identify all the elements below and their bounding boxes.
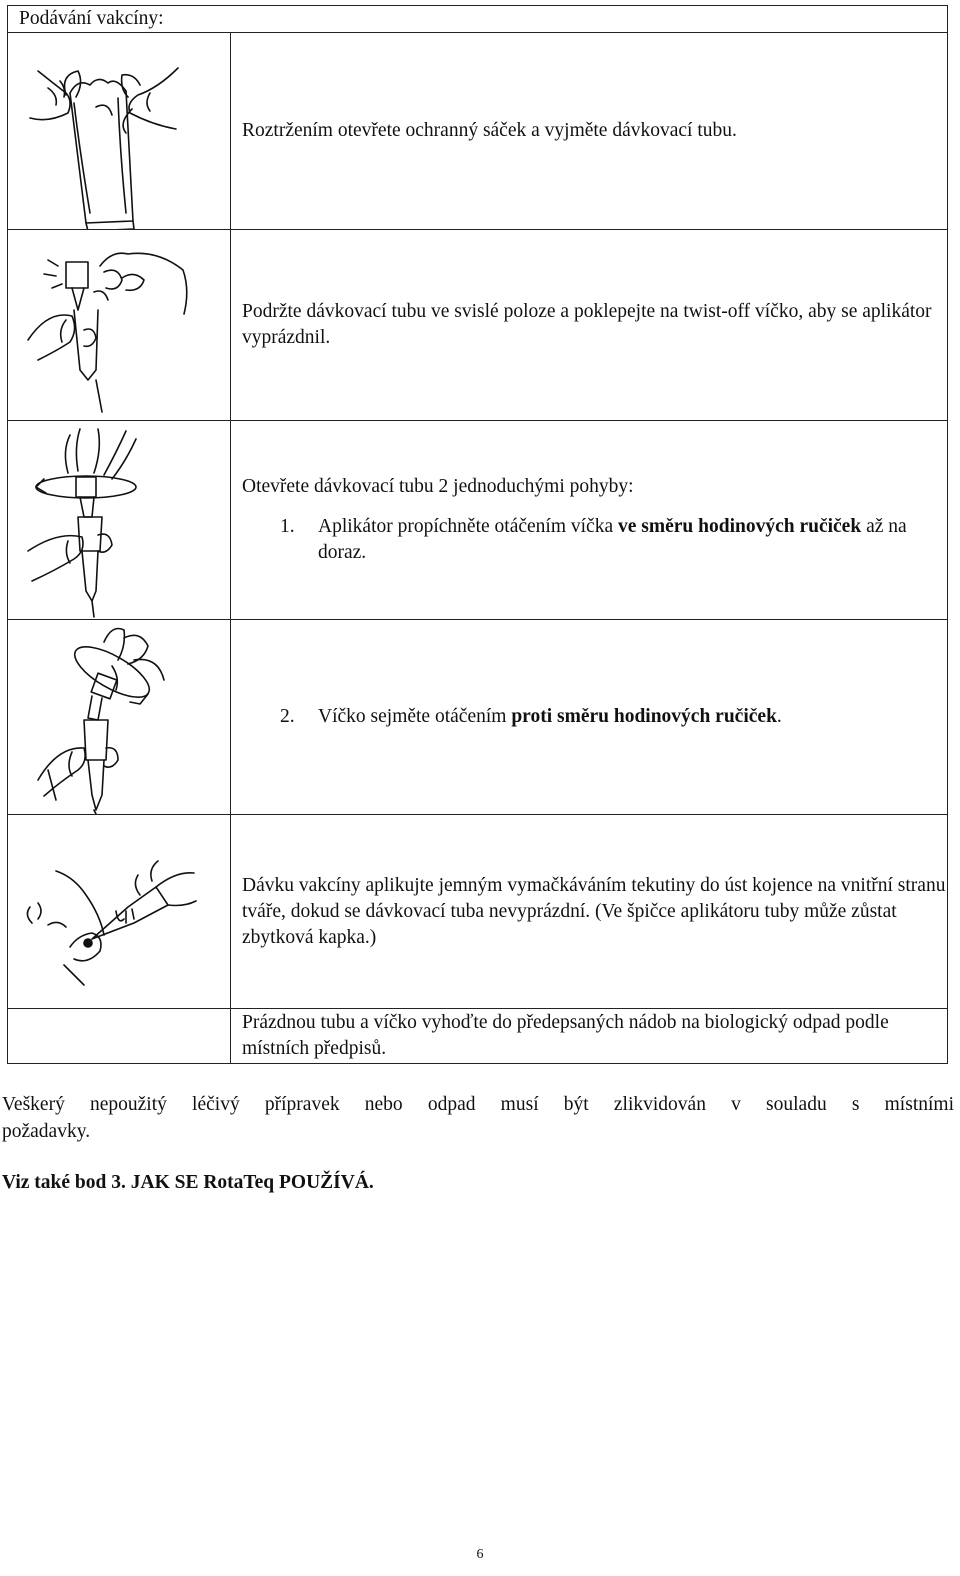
step-text-cell (231, 33, 947, 229)
step-2-text: Podržte dávkovací tubu ve svislé poloze a poklepejte na twist-off víčko, aby se aplikátor vyprázdnil. (242, 301, 932, 348)
list-text-post: . (776, 706, 782, 727)
twist-clockwise-icon (8, 421, 231, 619)
list-text-pre: Víčko sejměte otáčením (318, 706, 512, 727)
step-text-cell (231, 421, 947, 619)
step-row (8, 620, 947, 815)
step-6-text: Prázdnou tubu a víčko vyhoďte do předepsaných nádob na biologický odpad podle místních předpisů. (242, 1012, 889, 1059)
step-row (8, 815, 947, 1009)
administration-table (7, 5, 948, 1064)
list-item-1 (242, 514, 947, 566)
step-row (8, 421, 947, 620)
step-1-text: Roztržením otevřete ochranný sáček a vyjměte dávkovací tubu. (242, 120, 737, 141)
step-3-intro: Otevřete dávkovací tubu 2 jednoduchými pohyby: (242, 476, 634, 497)
open-pouch-icon (8, 33, 231, 229)
step-text-cell (231, 230, 947, 420)
list-number: 1. (280, 516, 295, 537)
page-number: 6 (476, 1547, 484, 1562)
list-text-pre: Aplikátor propíchněte otáčením víčka (318, 516, 618, 537)
step-text-cell (231, 1009, 947, 1063)
list-text-bold: proti směru hodinových ručiček (511, 706, 777, 727)
disposal-line-1: Veškerý nepoužitý léčivý přípravek nebo odpad musí být zlikvidován v souladu s místními (2, 1094, 954, 1115)
list-item-2 (242, 704, 947, 730)
step-row (8, 33, 947, 230)
step-5-text: Dávku vakcíny aplikujte jemným vymačkáváním tekutiny do úst kojence na vnitřní stranu tváře, dokud se dávkovací tuba nevyprázdní. (Ve špičce aplikátoru tuby může zůstat zbytková kapka.) (242, 874, 946, 948)
list-number: 2. (280, 706, 295, 727)
list-text-post: až na doraz. (318, 516, 907, 563)
administer-to-infant-icon (8, 815, 231, 1008)
see-also: Viz také bod 3. JAK SE RotaTeq POUŽÍVÁ. (2, 1172, 374, 1193)
disposal-line-2: požadavky. (2, 1121, 91, 1142)
step-text-cell (231, 815, 947, 1008)
twist-counterclockwise-icon (8, 620, 231, 814)
step-row (8, 1009, 947, 1063)
tap-tube-icon (8, 230, 231, 420)
table-header: Podávání vakcíny: (8, 6, 947, 33)
step-row (8, 230, 947, 421)
empty-illustration-cell (8, 1009, 231, 1063)
list-text-bold: ve směru hodinových ručiček (617, 516, 862, 537)
step-text-cell (231, 620, 947, 814)
